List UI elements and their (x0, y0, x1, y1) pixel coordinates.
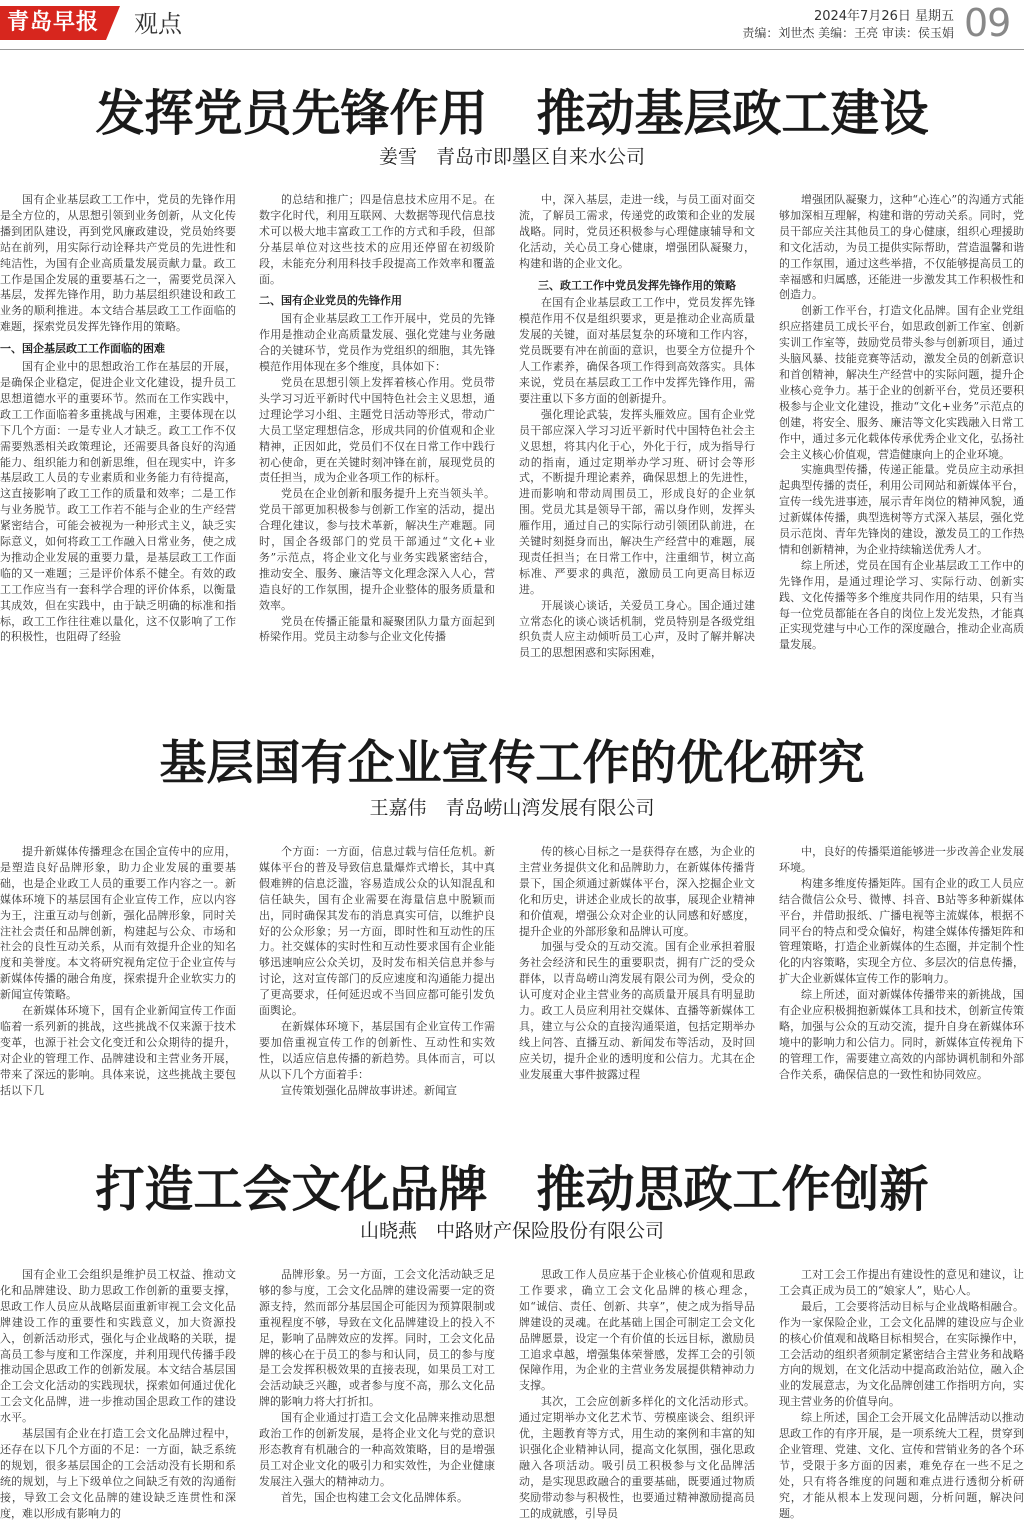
body-paragraph: 其次，工会应创新多样化的文化活动形式。通过定期举办文化艺术节、劳模座谈会、组织评优，主题教育等方式，用生动的案例和丰富的知识强化企业精神认同，提高文化氛围，强化思政融入各项活动。吸引员工积极参与文化品牌活动，是实现思政融合的重要基础，既要通过物质奖励带动参与积极性，也要通过精神激励提高员工的成就感，引导员 (519, 1395, 755, 1520)
body-paragraph: 国有企业通过打造工会文化品牌来推动思想政治工作的创新发展，是将企业文化与党的意识形态教育有机融合的一种高效策略，目的是增强员工对企业文化的吸引力和实效性，为企业健康发展注入强大的精神动力。 (259, 1411, 495, 1488)
body-paragraph: 传的核心目标之一是获得存在感，为企业的主营业务提供文化和品牌助力，在新媒体传播背景下，国企须通过新媒体平台，深入挖掘企业文化和历史，讲述企业成长的故事，展现企业精神和价值观，增强公众对企业的认同感和好感度，提升企业的外部形象和品牌认可度。 (519, 845, 755, 938)
article3-column-4 (779, 1267, 1024, 1529)
article3-column-3 (519, 1267, 755, 1529)
article1-byline: 姜雪 青岛市即墨区自来水公司 (378, 146, 645, 168)
section-name: 观点 (134, 10, 182, 38)
body-paragraph: 开展谈心谈话，关爱员工身心。国企通过建立常态化的谈心谈话机制，党员特别是各级党组织负责人应主动倾听员工心声，及时了解并解决员工的思想困惑和实际困难， (519, 598, 755, 660)
article3-headline: 打造工会文化品牌 推动思政工作创新 (95, 1160, 929, 1218)
article3-column-2 (259, 1267, 495, 1529)
body-paragraph: 实施典型传播，传递正能量。党员应主动承担起典型传播的责任，利用公司网站和新媒体平台，宣传一线先进事迹，展示青年岗位的精神风貌，通过新媒体传播，典型选树等方式深入基层，强化党员示范岗、青年先锋岗的建设，激发员工的工作热情和创新精神，为企业持续输送优秀人才。 (779, 463, 1024, 556)
body-paragraph: 党员在企业创新和服务提升上充当领头羊。党员干部更加积极参与创新工作室的活动，提出合理化建议，参与技术革新，解决生产难题。同时，国企各级部门的党员干部通过“文化+业务”示范点，将企业文化与业务实践紧密结合，推动安全、服务、廉洁等文化理念深入人心，营造良好的工作氛围，提升企业整体的服务质量和效率。 (259, 487, 495, 612)
article1-headline: 发挥党员先锋作用 推动基层政工建设 (95, 84, 929, 142)
body-paragraph: 加强与受众的互动交流。国有企业承担着服务社会经济和民生的重要职责，拥有广泛的受众群体，以青岛崂山湾发展有限公司为例，受众的认可度对企业主营业务的高质量开展具有明显助力。政工人员应利用社交媒体、直播等新媒体工具，建立与公众的直接沟通渠道，包括定期举办线上问答、直播互动、新闻发布等活动，及时回应关切，提升企业的透明度和公信力。尤其在企业发展重大事件披露过程 (519, 940, 755, 1081)
newspaper-logo: 青岛早报 (0, 6, 106, 40)
article2-column-1 (0, 844, 236, 1122)
editor-credits: 责编：刘世杰 美编：王亮 审读：侯玉娟 (742, 26, 954, 40)
article2-column-3 (519, 844, 755, 1122)
section-subheading: 三、政工工作中党员发挥先锋作用的策略 (538, 278, 736, 292)
body-paragraph: 国有企业中的思想政治工作在基层的开展，是确保企业稳定，促进企业文化建设，提升员工思想道德水平的重要环节。然而在工作实践中，政工工作面临着多重挑战与困难，主要体现在以下几个方面：一是专业人才缺乏。政工工作不仅需要熟悉相关政策理论，还需要具备良好的沟通能力、组织能力和创新思维，但在现实中，许多基层政工人员的专业素质和业务能力有待提高，这直接影响了政工工作的质量和效率；二是工作与业务脱节。政工工作若不能与企业的生产经营紧密结合，可能会被视为一种形式主义，缺乏实际意义，如何将政工工作融入日常业务，使之成为推动企业发展的重要力量，是基层政工工作面临的又一难题；三是评价体系不健全。有效的政工工作应当有一套科学合理的评价体系，以衡量其成效，但在实践中，由于缺乏明确的标准和指标，政工工作往往难以量化，这不仅影响了工作的积极性，也阻碍了经验 (0, 360, 236, 644)
body-paragraph: 工对工会工作提出有建设性的意见和建议，让工会真正成为员工的“娘家人”，贴心人。 (779, 1268, 1024, 1297)
body-paragraph: 党员在传播正能量和凝聚团队力量方面起到桥梁作用。党员主动参与企业文化传播 (259, 614, 495, 644)
body-paragraph: 综上所述，面对新媒体传播带来的新挑战，国有企业应积极拥抱新媒体工具和技术，创新宣传策略，加强与公众的互动交流，提升自身在新媒体环境中的影响力和公信力。同时，新媒体宣传视角下的管理工作，需要建立高效的内部协调机制和外部合作关系，确保信息的一致性和协同效应。 (779, 988, 1024, 1081)
body-paragraph: 构建多维度传播矩阵。国有企业的政工人员应结合微信公众号、微博、抖音、B站等多种新媒体平台，并借助报纸、广播电视等主流媒体，根据不同平台的特点和受众偏好，构建全媒体传播矩阵和管理策略，打造企业新媒体的生态圈，并定制个性化的内容策略，实现全方位、多层次的信息传播，扩大企业新媒体宣传工作的影响力。 (779, 876, 1024, 986)
section-subheading: 二、国有企业党员的先锋作用 (259, 294, 402, 308)
issue-date: 2024年7月26日 星期五 (813, 9, 954, 24)
body-paragraph: 最后，工会要将活动目标与企业战略相融合。作为一家保险企业，工会文化品牌的建设应与企业的核心价值观和战略目标相契合，在实际操作中，工会活动的组织者须制定紧密结合主营业务和战略方向的规划，在文化活动中提高政治站位，融入企业的发展意志，为文化品牌创建工作指明方向，实现主营业务的价值导向。 (779, 1299, 1024, 1409)
body-paragraph: 党员在思想引领上发挥着核心作用。党员带头学习习近平新时代中国特色社会主义思想，通过理论学习小组、主题党日活动等形式，带动广大员工坚定理想信念，形成共同的价值观和企业精神，正因如此，党员们不仅在日常工作中践行初心使命，更在关键时刻冲锋在前，展现党员的责任担当，成为企业各项工作的标杆。 (259, 375, 495, 485)
body-paragraph: 首先，国企也构建工会文化品牌体系。 (281, 1490, 468, 1504)
article1-column-2 (259, 192, 495, 694)
body-paragraph: 在新媒体环境下，基层国有企业宣传工作需要加倍重视宣传工作的创新性、互动性和实效性，以适应信息传播的新趋势。具体而言，可以从以下几个方面着手： (259, 1019, 495, 1081)
article1-column-3 (519, 192, 755, 694)
body-paragraph: 个方面：一方面，信息过载与信任危机。新媒体平台的普及导致信息量爆炸式增长，其中真假难辨的信息泛滥，容易造成公众的认知混乱和信任缺失，国有企业需要在海量信息中脱颖而出，同时确保其发布的消息真实可信，以维护良好的公众形象；另一方面，即时性和互动性的压力。社交媒体的实时性和互动性要求国有企业能够迅速响应公众关切，及时发布相关信息并参与讨论，这对宣传部门的反应速度和沟通能力提出了更高要求，任何延迟或不当回应都可能引发负面舆论。 (259, 845, 495, 1018)
body-paragraph: 在国有企业基层政工工作中，党员发挥先锋模范作用不仅是组织要求，更是推动企业高质量发展的关键，面对基层复杂的环境和工作内容，党员既要有冲在前面的意识，也要全方位提升个人工作素养，确保各项工作得到高效落实。具体来说，党员在基层政工工作中发挥先锋作用，需要注重以下多方面的创新提升。 (519, 296, 755, 405)
body-paragraph: 国有企业基层政工工作开展中，党员的先锋作用是推动企业高质量发展、强化党建与业务融合的关键环节，党员作为党组织的细胞，其先锋模范作用体现在多个维度，具体如下： (259, 312, 495, 374)
body-paragraph: 国有企业工会组织是维护员工权益、推动文化和品牌建设、助力思政工作创新的重要支撑，思政工作人员应从战略层面重新审视工会文化品牌建设工作的重要性和实践意义，加大资源投入，创新活动形式，强化与企业战略的关联，提高员工参与度和工作深度，并利用现代传播手段推动国企思政工作的创新发展。本文结合基层国企工会文化活动的实践现状，探索如何通过优化工会文化品牌，进一步推动国企思政工作的建设水平。 (0, 1268, 236, 1425)
body-paragraph: 基层国有企业在打造工会文化品牌过程中，还存在以下几个方面的不足：一方面，缺乏系统的规划，很多基层国企的工会活动没有长期和系统的规划，与上下级单位之间缺乏有效的沟通衔接，导致工会文化品牌的建设缺乏连贯性和深度，难以形成有影响力的 (0, 1427, 236, 1520)
body-paragraph: 综上所述，党员在国有企业基层政工工作中的先锋作用，是通过理论学习、实际行动、创新实践、文化传播等多个维度共同作用的结果，只有当每一位党员都能在各自的岗位上发光发热，才能真正实现党建与中心工作的深度融合，推动企业高质量发展。 (779, 558, 1024, 652)
article1-column-4 (779, 192, 1024, 694)
section-subheading: 一、国企基层政工工作面临的困难 (0, 342, 165, 356)
body-paragraph: 中，深入基层，走进一线，与员工面对面交流，了解员工需求，传递党的政策和企业的发展战略。同时，党员还积极参与心理健康辅导和文化活动，关心员工身心健康，增强团队凝聚力，构建和谐的企业文化。 (519, 193, 755, 270)
body-paragraph: 宣传策划强化品牌故事讲述。新闻宣 (281, 1083, 457, 1097)
body-paragraph: 增强团队凝聚力，这种“心连心”的沟通方式能够加深相互理解，构建和谐的劳动关系。同时，党员干部应关注其他员工的身心健康，组织心理援助和文化活动，为员工提供实际帮助，营造温馨和谐的工作氛围，通过这些举措，不仅能够提高员工的幸福感和归属感，还能进一步激发其工作积极性和创造力。 (779, 193, 1024, 302)
masthead-divider (0, 49, 1024, 50)
article2-byline: 王嘉伟 青岛崂山湾发展有限公司 (369, 797, 655, 819)
article3-byline: 山晓燕 中路财产保险股份有限公司 (359, 1220, 664, 1242)
body-paragraph: 提升新媒体传播理念在国企宣传中的应用，是塑造良好品牌形象，助力企业发展的重要基础，也是企业政工人员的重要工作内容之一。新媒体环境下的基层国有企业宣传工作，应以内容为王，注重互动与创新，强化品牌形象，同时关注社会责任和品牌创新，构建起与公众、市场和社会的良性互动关系，从而有效提升企业的知名度和美誉度。本文将研究视角定位于企业宣传与新媒体传播的融合角度，探索提升企业软实力的新闻宣传策略。 (0, 845, 236, 1002)
article2-column-4 (779, 844, 1024, 1122)
body-paragraph: 的总结和推广；四是信息技术应用不足。在数字化时代，利用互联网、大数据等现代信息技术可以极大地丰富政工工作的方式和手段，但部分基层单位对这些技术的应用还停留在初级阶段，未能充分利用科技手段提高工作效率和覆盖面。 (259, 193, 495, 286)
body-paragraph: 创新工作平台，打造文化品牌。国有企业党组织应搭建员工成长平台，如思政创新工作室、创新实训工作室等，鼓励党员带头参与创新项目，通过头脑风暴、技能竞赛等活动，激发全员的创新意识和首创精神，解决生产经营中的实际问题，提升企业核心竞争力。基于企业的创新平台，党员还要积极参与企业文化建设，推动“文化+业务”示范点的创建，将安全、服务、廉洁等文化实践融入日常工作中，通过多元化载体传承优秀企业文化，弘扬社会主义核心价值观，营造健康向上的企业环境。 (779, 304, 1024, 461)
body-paragraph: 综上所述，国企工会开展文化品牌活动以推动思政工作的有序开展，是一项系统大工程，贯穿到企业管理、党建、文化、宣传和营销业务的各个环节，受限于多方面的因素，难免存在一些不足之处，只有将各维度的问题和难点进行透彻分析研究，才能从根本上发现问题，分析问题，解决问题。 (779, 1411, 1024, 1520)
article1-column-1 (0, 192, 236, 694)
body-paragraph: 品牌形象。另一方面，工会文化活动缺乏足够的参与度，工会文化品牌的建设需要一定的资源支持，然而部分基层国企可能因为预算限制或重视程度不够，导致在文化品牌建设上的投入不足，影响了品牌效应的发挥。同时，工会文化品牌的核心在于员工的参与和认同，员工的参与度是工会发挥积极效果的直接表现，如果员工对工会活动缺乏兴趣，或者参与度不高，那么文化品牌的影响力将大打折扣。 (259, 1268, 495, 1409)
article2-column-2 (259, 844, 495, 1122)
body-paragraph: 中，良好的传播渠道能够进一步改善企业发展环境。 (779, 845, 1024, 874)
page-number: 09 (964, 1, 1011, 45)
body-paragraph: 在新媒体环境下，国有企业新闻宣传工作面临着一系列新的挑战，这些挑战不仅来源于技术变革，也源于社会文化变迁和公众期待的提升，对企业的管理工作、品牌建设和主营业务开展，带来了深远的影响。具体来说，这些挑战主要包括以下几 (0, 1004, 236, 1097)
article3-column-1 (0, 1267, 236, 1529)
body-paragraph: 国有企业基层政工工作中，党员的先锋作用是全方位的，从思想引领到业务创新，从文化传播到团队建设，再到党风廉政建设，党员始终要站在前列，用实际行动诠释共产党员的先进性和纯洁性，为国有企业高质量发展贡献力量。政工工作是国企发展的重要基石之一，需要党员深入基层，发挥先锋作用，助力基层组织建设和政工业务的顺利推进。本文结合基层政工工作面临的难题，探索党员发挥先锋作用的策略。 (0, 193, 236, 334)
logo-tail-shape (106, 6, 120, 40)
body-paragraph: 强化理论武装，发挥头雁效应。国有企业党员干部应深入学习习近平新时代中国特色社会主义思想，将其内化于心，外化于行，成为指导行动的指南，通过定期举办学习班、研讨会等形式，不断提升理论素养，确保思想上的先进性，进而影响和带动周围员工，形成良好的企业氛围。党员尤其是领导干部，需以身作则，发挥头雁作用，通过自己的实际行动引领团队前进，在关键时刻挺身而出，解决生产经营中的难题，展现责任担当；在日常工作中，注重细节，树立高标准、严要求的典范，激励员工向更高目标迈进。 (519, 407, 755, 596)
masthead (0, 0, 1024, 48)
body-paragraph: 思政工作人员应基于企业核心价值观和思政工作要求，确立工会文化品牌的核心理念，如“诚信、责任、创新、共享”，使之成为指导品牌建设的灵魂。在此基础上国企可制定工会文化品牌愿景，设定一个有价值的长远目标，激励员工追求卓越，增强集体荣誉感，发挥工会的引领保障作用，为企业的主营业务发展提供精神动力支撑。 (519, 1268, 755, 1393)
article2-headline: 基层国有企业宣传工作的优化研究 (159, 736, 865, 791)
